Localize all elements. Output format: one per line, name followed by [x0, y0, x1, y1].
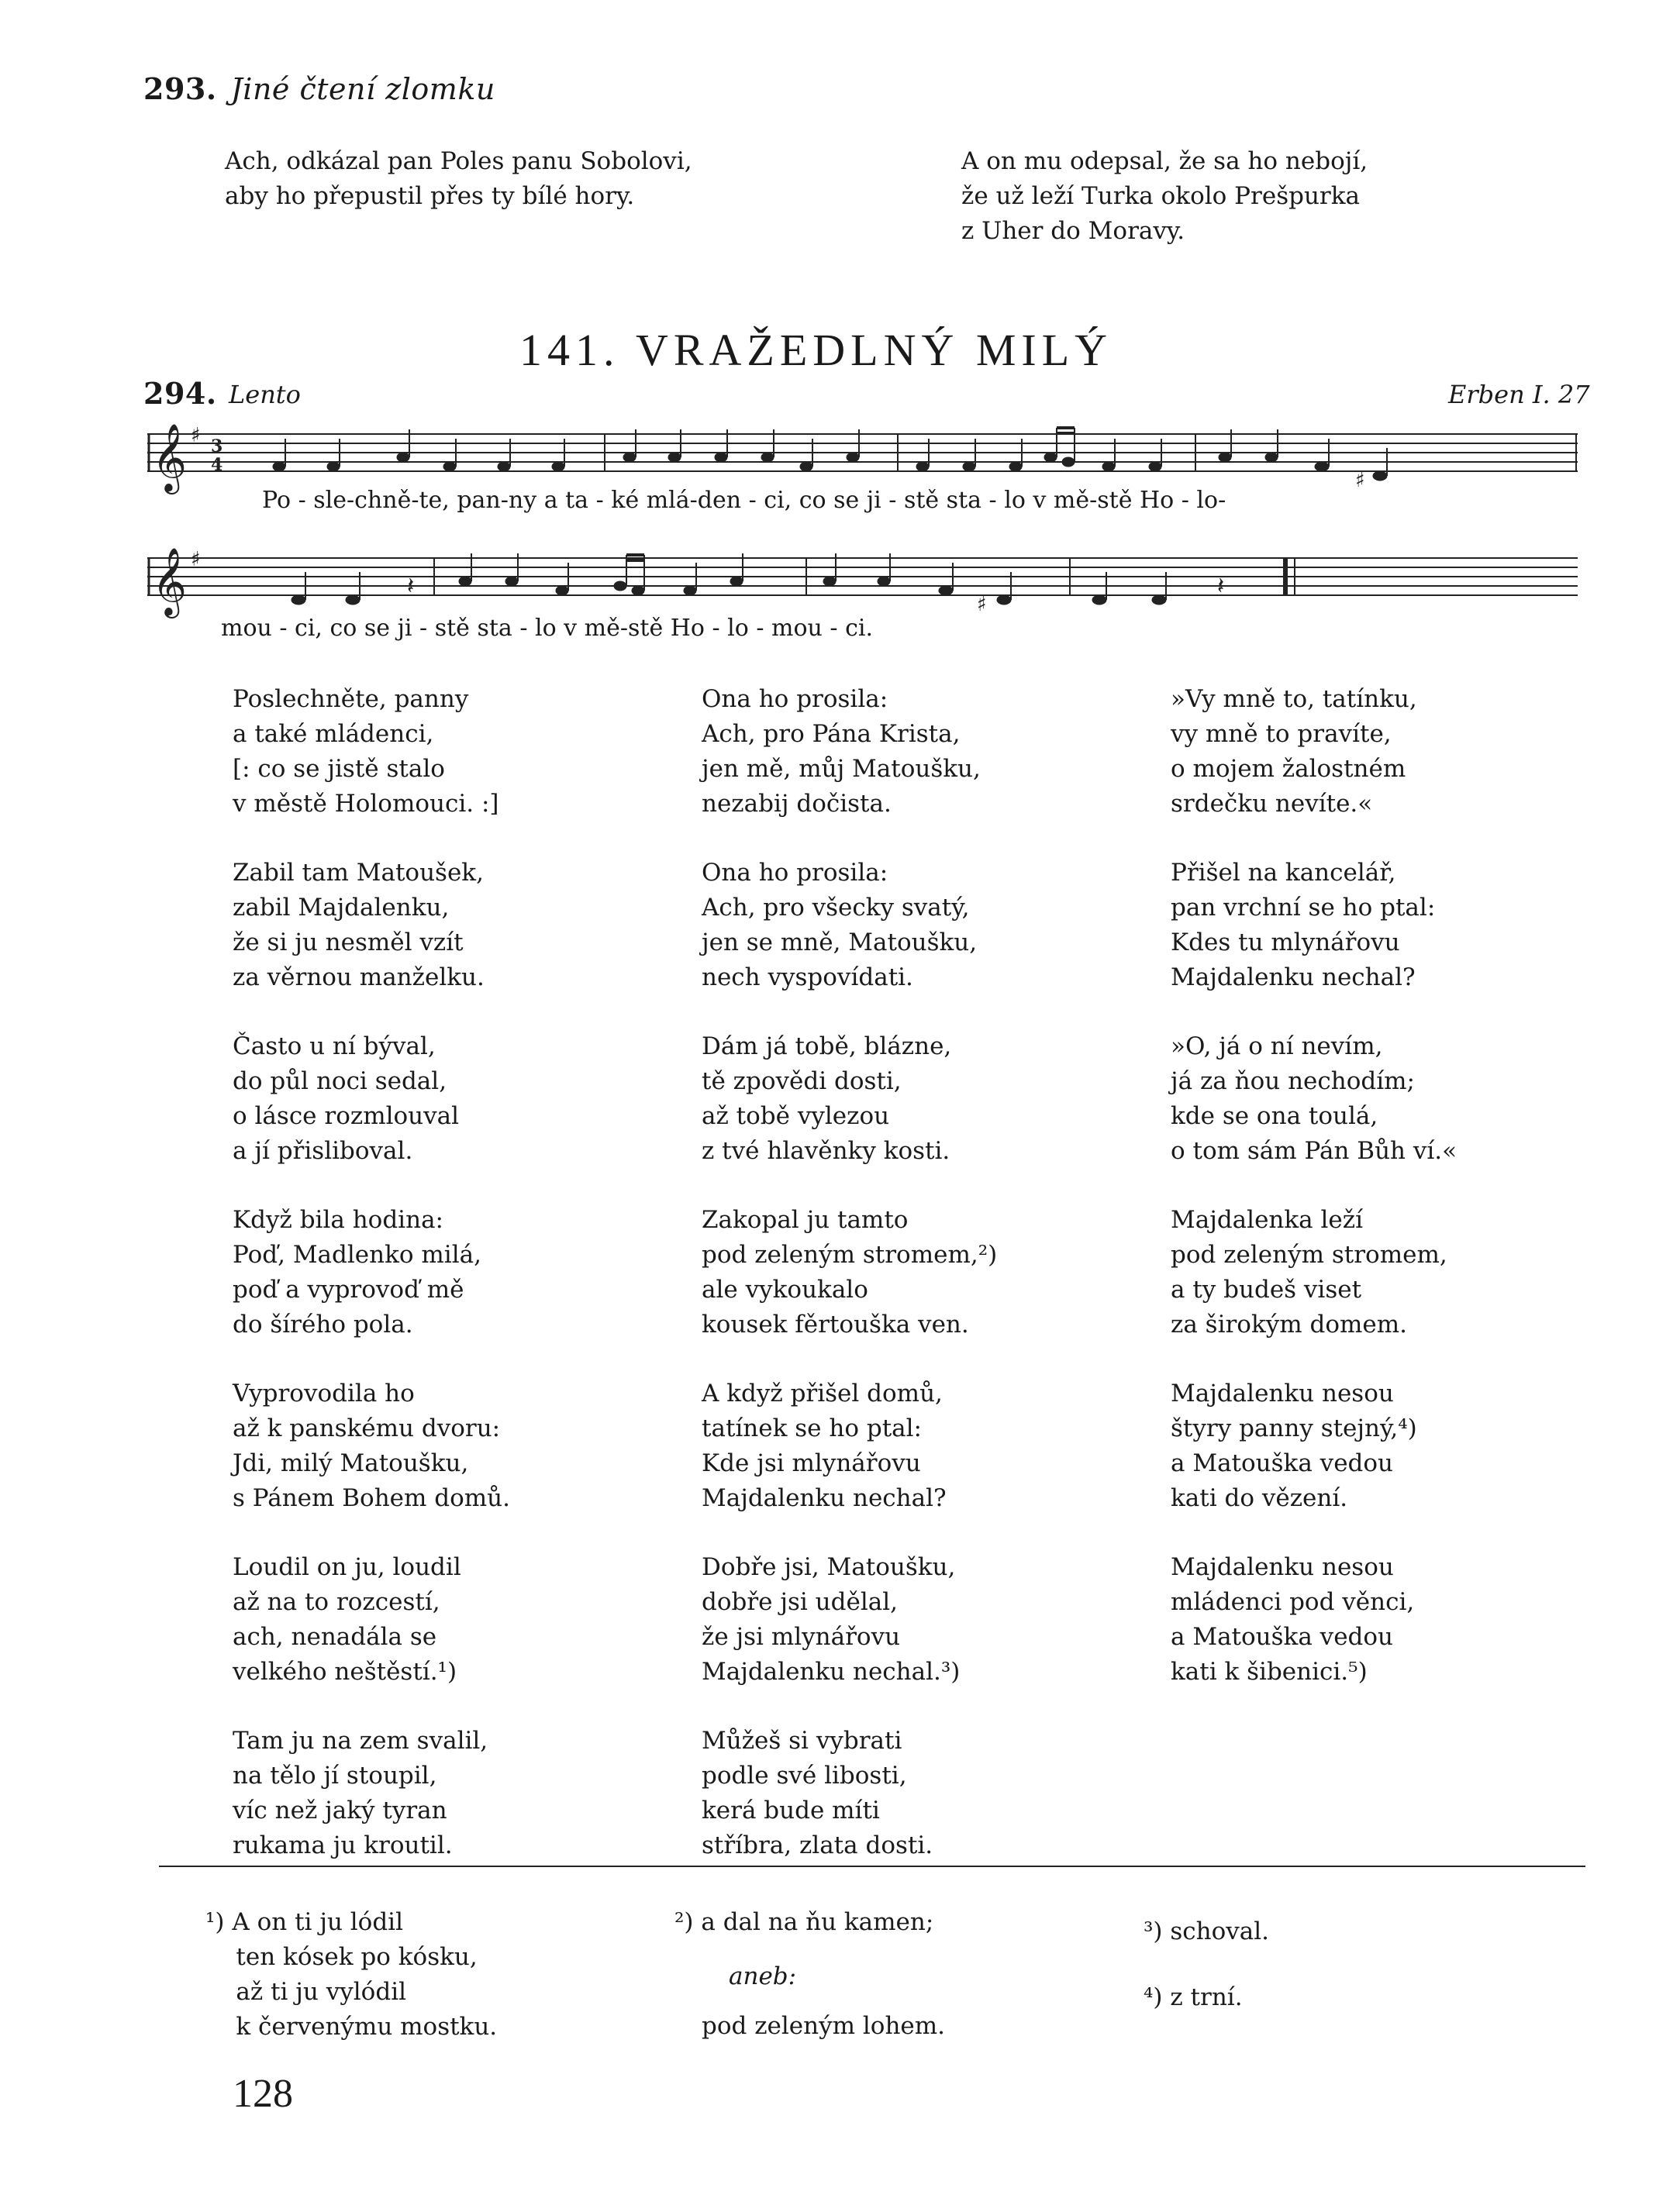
section-293-heading	[143, 71, 495, 106]
notes-group	[1219, 429, 1387, 492]
lyrics-line-2: mou - ci, co se ji - stě sta - lo v mě-stě Ho - lo - mou - ci.	[221, 615, 874, 642]
stanza: Majdalenka leží pod zeleným stromem, a ty budeš viset za širokým domem.	[1171, 1206, 1447, 1339]
stanza-column-1	[233, 682, 510, 1863]
svg-text:𝄽: 𝄽	[407, 573, 415, 600]
stanza: Ona ho prosila: Ach, pro Pána Krista, jen mě, můj Matoušku, nezabij dočista.	[702, 685, 981, 818]
footnote-2-alt: pod zeleným lohem.	[702, 2012, 946, 2040]
section-293-title: Jiné čtení zlomku	[230, 72, 495, 106]
source-reference: Erben I. 27	[1448, 380, 1590, 409]
music-staff-1	[147, 411, 1582, 496]
footnote-divider	[159, 1866, 1585, 1867]
notes-group	[623, 429, 859, 471]
stanza: Vyprovodila ho až k panskému dvoru: Jdi, milý Matoušku, s Pánem Bohem domů.	[233, 1380, 510, 1512]
stanza: Tam ju na zem svalil, na tělo jí stoupil, víc než jaký tyran rukama ju kroutil.	[233, 1727, 488, 1859]
stanza: »O, já o ní nevím, já za ňou nechodím; kde se ona toulá, o tom sám Pán Bůh ví.«	[1171, 1032, 1457, 1165]
song-title: 141. VRAŽEDLNÝ MILÝ	[519, 325, 1113, 375]
stanza: Zakopal ju tamto pod zeleným stromem,²) ale vykoukalo kousek fěrtouška ven.	[702, 1206, 998, 1339]
section-293-right-verse: A on mu odepsal, že sa ho nebojí, že už leží Turka okolo Prešpurka z Uher do Moravy.	[961, 147, 1368, 245]
song-number: 294.	[143, 376, 217, 411]
time-signature: 3	[211, 436, 223, 457]
svg-text:♯: ♯	[1355, 469, 1365, 492]
staff-lines	[147, 558, 1578, 595]
stanza: A když přišel domů, tatínek se ho ptal: Kde jsi mlynářovu Majdalenku nechal?	[702, 1380, 947, 1512]
footnote-3: ³) schoval.	[1144, 1917, 1270, 1945]
stanza: Poslechněte, panny a také mládenci, [: co se jistě stalo v městě Holomouci. :]	[233, 685, 499, 818]
key-signature-sharp-icon: ♯	[191, 548, 201, 571]
section-293-left-verse: Ach, odkázal pan Poles panu Sobolovi, aby ho přepustil přes ty bílé hory.	[225, 147, 692, 210]
stanza: Ona ho prosila: Ach, pro všecky svatý, jen se mně, Matoušku, nech vyspovídati.	[702, 859, 978, 991]
music-staff-2	[147, 535, 1582, 620]
stanza-column-3	[1171, 682, 1457, 1690]
footnote-4: ⁴) z trní.	[1144, 1983, 1243, 2011]
footnote-2-aneb: aneb:	[729, 1962, 797, 1990]
key-signature-sharp-icon: ♯	[191, 424, 201, 447]
footnote-1: ¹) A on ti ju lódil ten kósek po kósku, až ti ju vylódil k červenýmu mostku.	[205, 1908, 498, 2041]
stanza: Můžeš si vybrati podle své libosti, kerá bude míti stříbra, zlata dosti.	[702, 1727, 933, 1859]
stanza: Loudil on ju, loudil až na to rozcestí, ach, nenadála se velkého neštěstí.¹)	[233, 1553, 461, 1686]
stanza: Zabil tam Matoušek, zabil Majdalenku, že si ju nesměl vzít za věrnou manželku.	[233, 859, 485, 991]
notes-group	[273, 429, 564, 471]
notes-group	[459, 553, 743, 595]
stanza-column-2	[702, 682, 997, 1863]
tempo-marking: Lento	[229, 380, 301, 409]
treble-clef-icon: 𝄞	[152, 546, 187, 615]
stanza: Majdalenku nesou mládenci pod věnci, a Matouška vedou kati k šibenici.⁵)	[1171, 1553, 1415, 1686]
stanza: Když bila hodina: Poď, Madlenko milá, poď a vyprovoď mě do šírého pola.	[233, 1206, 481, 1339]
lyrics-line-1: Po - sle-chně-te, pan-ny a ta - ké mlá-den - ci, co se ji - stě sta - lo v mě-stě Ho - lo-	[262, 487, 1226, 514]
stanza: Dám já tobě, blázne, tě zpovědi dosti, až tobě vylezou z tvé hlavěnky kosti.	[702, 1032, 952, 1165]
section-293-number: 293.	[143, 71, 217, 106]
stanza: Majdalenku nesou štyry panny stejný,⁴) a Matouška vedou kati do vězení.	[1171, 1380, 1417, 1512]
svg-text:♯: ♯	[977, 593, 987, 616]
time-signature: 4	[211, 455, 223, 475]
svg-text:𝄽: 𝄽	[1217, 573, 1225, 600]
treble-clef-icon: 𝄞	[152, 422, 187, 491]
page-number: 128	[233, 2072, 293, 2116]
footnote-2: ²) a dal na ňu kamen;	[674, 1908, 934, 1936]
stanza: »Vy mně to, tatínku, vy mně to pravíte, o mojem žalostném srdečku nevíte.«	[1171, 685, 1417, 818]
staff-lines	[147, 434, 1578, 471]
stanza: Přišel na kancelář, pan vrchní se ho ptal: Kdes tu mlynářovu Majdalenku nechal?	[1171, 859, 1436, 991]
notes-group	[823, 553, 1011, 616]
stanza: Dobře jsi, Matoušku, dobře jsi udělal, že jsi mlynářovu Majdalenku nechal.³)	[702, 1553, 961, 1686]
stanza: Často u ní býval, do půl noci sedal, o lásce rozmlouval a jí přisliboval.	[233, 1032, 460, 1165]
